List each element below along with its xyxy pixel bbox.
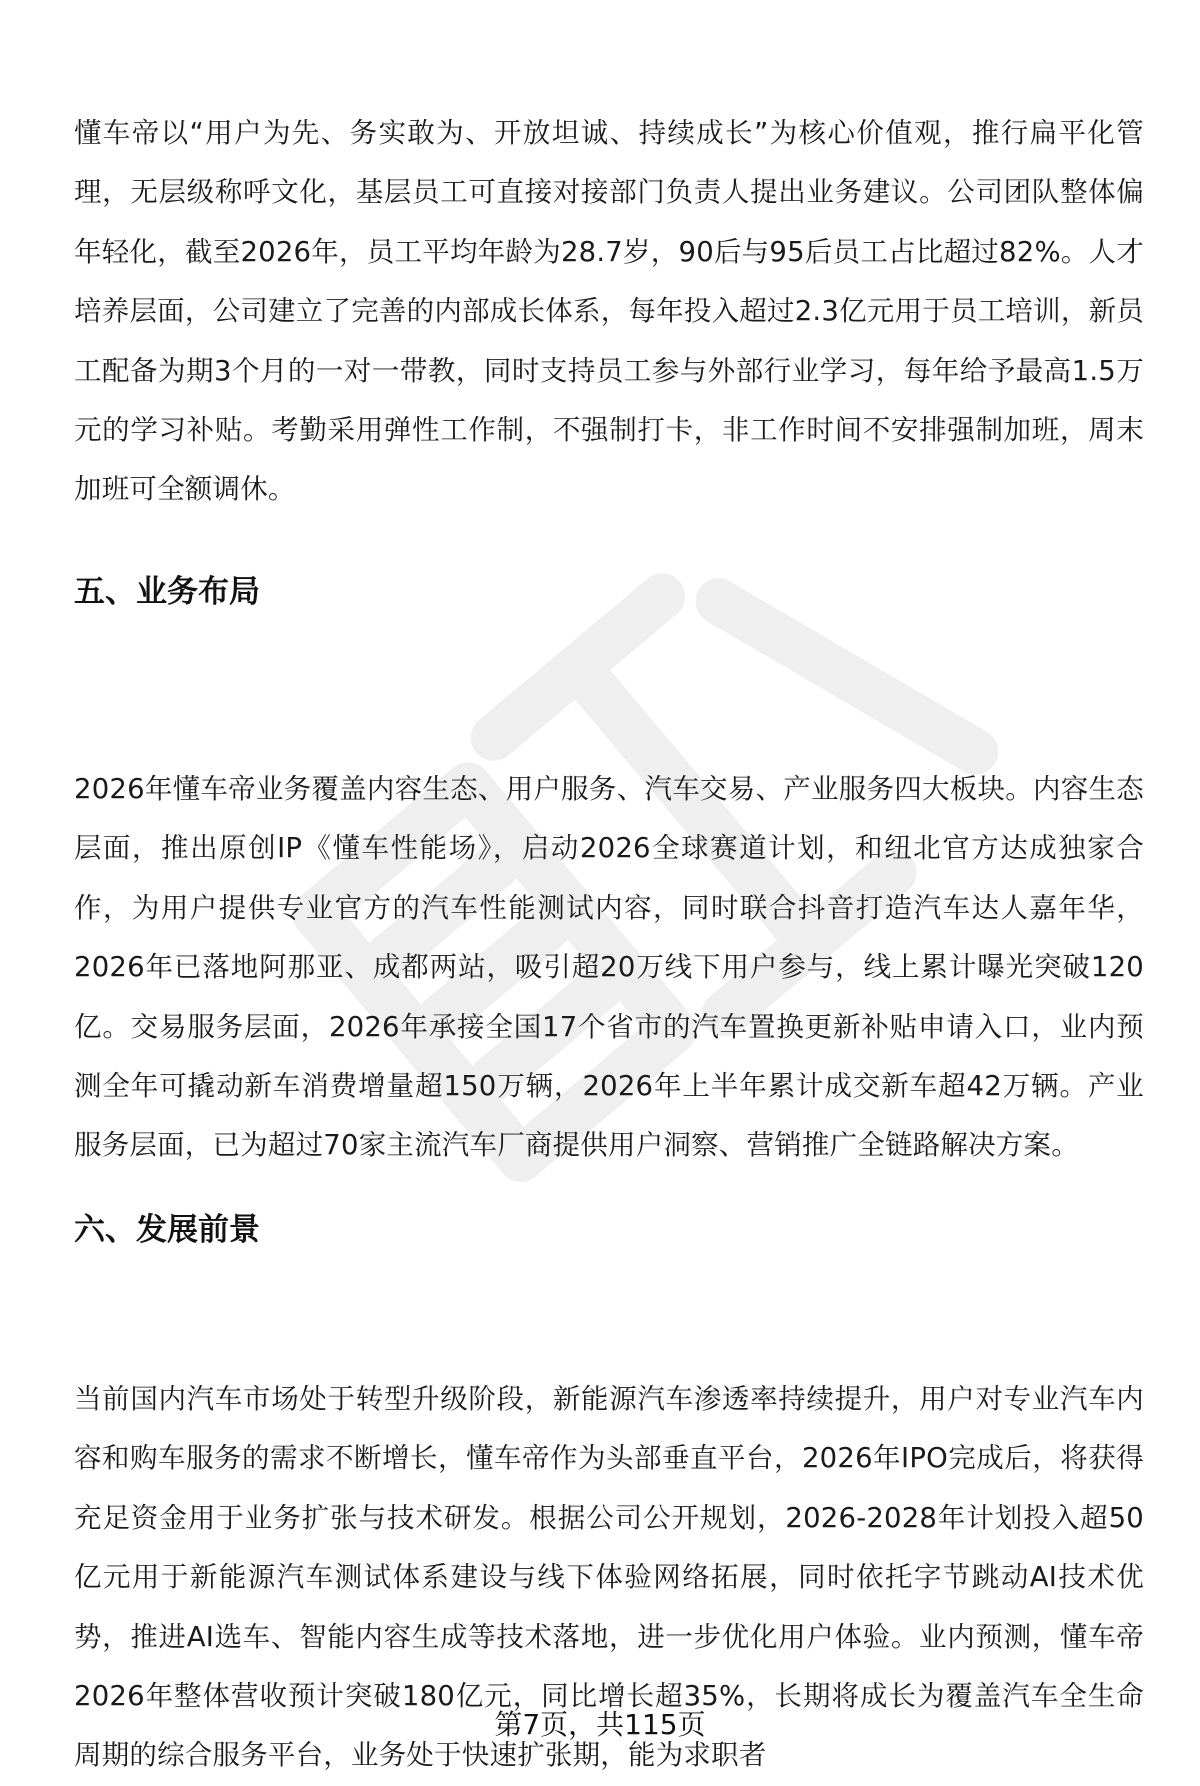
section-heading-development-prospects: 六、发展前景 xyxy=(74,1212,260,1248)
paragraph-culture: 懂车帝以“用户为先、务实敢为、开放坦诚、持续成长”为核心价值观，推行扁平化管理，无层级称呼文化，基层员工可直接对接部门负责人提出业务建议。公司团队整体偏年轻化，截至2026年，员工平均年龄为28.7岁，90后与95后员工占比超过82%。人才培养层面，公司建立了完善的内部成长体系，每年投入超过2.3亿元用于员工培训，新员工配备为期3个月的一对一带教，同时支持员工参与外部行业学习，每年给予最高1.5万元的学习补贴。考勤采用弹性工作制，不强制打卡，非工作时间不安排强制加班，周末加班可全额调休。 xyxy=(74,117,1144,506)
section-heading-business-layout: 五、业务布局 xyxy=(74,574,260,610)
page-number-footer: 第7页，共115页 xyxy=(494,1708,706,1741)
document-page xyxy=(74,104,1144,1772)
paragraph-development-prospects: 当前国内汽车市场处于转型升级阶段，新能源汽车渗透率持续提升，用户对专业汽车内容和购车服务的需求不断增长，懂车帝作为头部垂直平台，2026年IPO完成后，将获得充足资金用于业务扩张与技术研发。根据公司公开规划，2026-2028年计划投入超50亿元用于新能源汽车测试体系建设与线下体验网络拓展，同时依托字节跳动AI技术优势，推进AI选车、智能内容生成等技术落地，进一步优化用户体验。业内预测，懂车帝2026年整体营收预计突破180亿元，同比增长超35%，长期将成长为覆盖汽车全生命周期的综合服务平台，业务处于快速扩张期，能为求职者 xyxy=(74,1383,1144,1772)
paragraph-business-layout: 2026年懂车帝业务覆盖内容生态、用户服务、汽车交易、产业服务四大板块。内容生态层面，推出原创IP《懂车性能场》，启动2026全球赛道计划，和纽北官方达成独家合作，为用户提供专业官方的汽车性能测试内容，同时联合抖音打造汽车达人嘉年华，2026年已落地阿那亚、成都两站，吸引超20万线下用户参与，线上累计曝光突破120亿。交易服务层面，2026年承接全国17个省市的汽车置换更新补贴申请入口，业内预测全年可撬动新车消费增量超150万辆，2026年上半年累计成交新车超42万辆。产业服务层面，已为超过70家主流汽车厂商提供用户洞察、营销推广全链路解决方案。 xyxy=(74,773,1144,1162)
